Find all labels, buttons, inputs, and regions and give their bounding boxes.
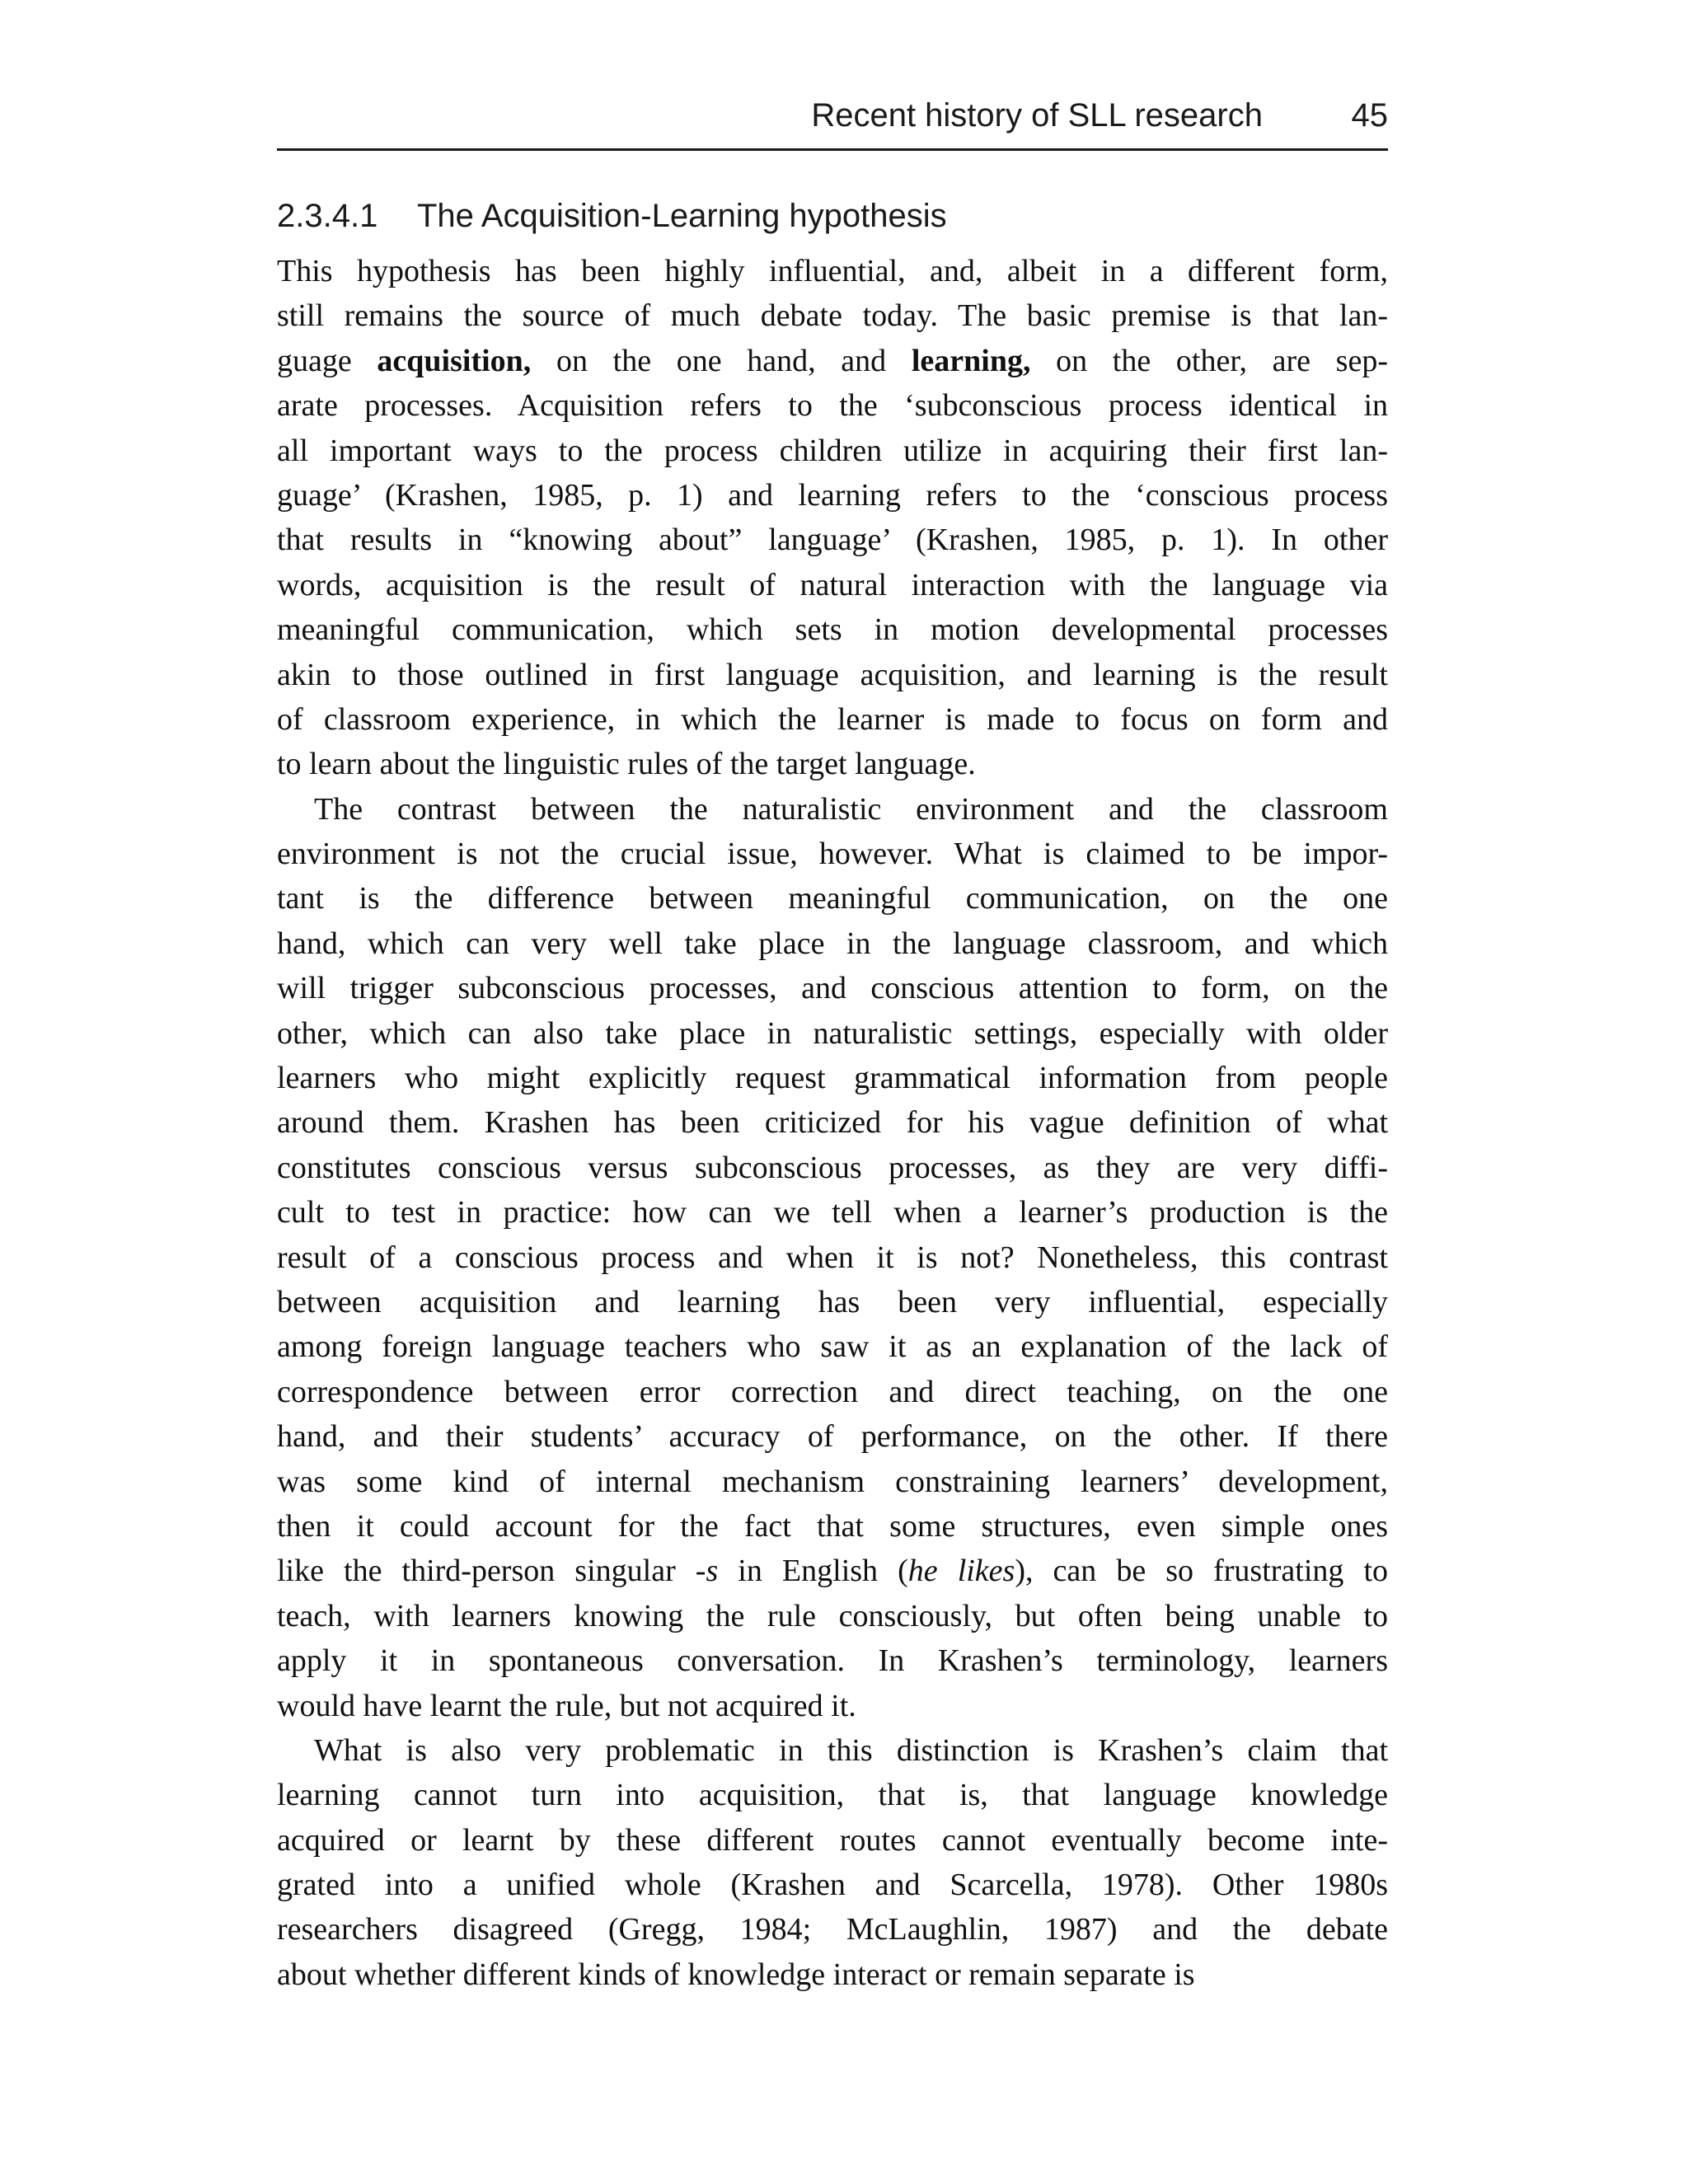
text-line xyxy=(277,653,1388,697)
text-run: around them. Krashen has been criticized for his vague definition of what xyxy=(277,1105,1388,1141)
text-line xyxy=(277,1638,1388,1683)
text-line xyxy=(277,1324,1388,1369)
text-line xyxy=(277,1370,1388,1414)
text-run: on the one hand, and xyxy=(531,343,912,378)
text-run: of classroom experience, in which the learner is made to focus on form and xyxy=(277,701,1388,737)
text-run: acquired or learnt by these different routes cannot eventually become inte- xyxy=(277,1822,1388,1858)
text-run: meaningful communication, which sets in motion developmental processes xyxy=(277,612,1388,648)
text-line xyxy=(277,429,1388,473)
text-run: This hypothesis has been highly influential, and, albeit in a different form, xyxy=(277,254,1388,288)
text-line xyxy=(277,966,1388,1010)
running-head-title: Recent history of SLL research xyxy=(811,97,1263,134)
running-head xyxy=(277,92,1388,145)
text-run: -s xyxy=(695,1554,719,1589)
text-run: between acquisition and learning has been very influential, especially xyxy=(277,1284,1388,1319)
text-line xyxy=(277,1684,1388,1728)
text-run: all important ways to the process children utilize in acquiring their first lan- xyxy=(277,433,1388,468)
text-line xyxy=(277,607,1388,652)
text-run: words, acquisition is the result of natural interaction with the language via xyxy=(277,567,1388,602)
text-run: learning cannot turn into acquisition, that is, that language knowledge xyxy=(277,1778,1388,1813)
text-run: tant is the difference between meaningful communication, on the one xyxy=(277,881,1388,916)
text-run: researchers disagreed (Gregg, 1984; McLaughlin, 1987) and the debate xyxy=(277,1912,1388,1947)
text-run: like the third-person singular xyxy=(277,1554,696,1589)
text-line xyxy=(277,1952,1388,1997)
text-line xyxy=(277,832,1388,876)
text-line xyxy=(277,1280,1388,1324)
text-line xyxy=(277,876,1388,921)
text-run: among foreign language teachers who saw it as an explanation of the lack of xyxy=(277,1329,1388,1365)
text-run: still remains the source of much debate today. The basic premise is that lan- xyxy=(277,298,1388,334)
text-run: correspondence between error correction and direct teaching, on the one xyxy=(277,1374,1388,1409)
text-run: will trigger subconscious processes, and conscious attention to form, on the xyxy=(277,971,1388,1006)
text-line xyxy=(277,249,1388,293)
text-run: teach, with learners knowing the rule consciously, but often being unable to xyxy=(277,1598,1388,1633)
text-run: then it could account for the fact that some structures, even simple ones xyxy=(277,1508,1388,1544)
text-run: grated into a unified whole (Krashen and Scarcella, 1978). Other 1980s xyxy=(277,1868,1388,1903)
text-run: constitutes conscious versus subconscious processes, as they are very diffi- xyxy=(277,1150,1388,1185)
paragraph xyxy=(277,1728,1388,1997)
text-line xyxy=(277,1818,1388,1863)
text-line xyxy=(277,1728,1388,1773)
text-line xyxy=(277,1594,1388,1638)
text-run: arate processes. Acquisition refers to the ‘subconscious process identical in xyxy=(277,388,1388,424)
page-number: 45 xyxy=(1351,97,1388,134)
text-run: on the other, are sep- xyxy=(1030,343,1388,378)
section-number: 2.3.4.1 xyxy=(277,198,378,234)
text-line xyxy=(277,1460,1388,1504)
text-run: learners who might explicitly request grammatical information from people xyxy=(277,1061,1388,1096)
text-line xyxy=(277,518,1388,562)
text-run: cult to test in practice: how can we tell when a learner’s production is the xyxy=(277,1195,1388,1230)
text-line xyxy=(277,339,1388,383)
text-line xyxy=(277,1100,1388,1145)
text-line xyxy=(277,473,1388,518)
text-run: was some kind of internal mechanism constraining learners’ development, xyxy=(277,1464,1388,1499)
paragraph xyxy=(277,787,1388,1728)
text-line xyxy=(277,1146,1388,1190)
text-run: akin to those outlined in first language acquisition, and learning is the result xyxy=(277,657,1388,692)
text-run: would have learnt the rule, but not acquired it. xyxy=(277,1688,856,1723)
text-run: guage’ (Krashen, 1985, p. 1) and learning refers to the ‘conscious process xyxy=(277,477,1388,513)
text-line xyxy=(277,1773,1388,1817)
text-line xyxy=(277,293,1388,338)
text-run: result of a conscious process and when it is not? Nonetheless, this contrast xyxy=(277,1240,1388,1275)
text-run: that results in “knowing about” language’ (Krashen, 1985, p. 1). In other xyxy=(277,523,1388,558)
text-run: acquisition, xyxy=(377,343,532,378)
text-run: other, which can also take place in naturalistic settings, especially with older xyxy=(277,1015,1388,1051)
text-run: hand, which can very well take place in the language classroom, and which xyxy=(277,926,1388,961)
text-line xyxy=(277,1549,1388,1593)
text-line xyxy=(277,1011,1388,1056)
text-line xyxy=(277,1056,1388,1100)
text-run: ), can be so frustrating to xyxy=(1015,1554,1388,1589)
text-line xyxy=(277,1907,1388,1952)
text-line xyxy=(277,1235,1388,1280)
paragraph xyxy=(277,249,1388,787)
text-run: in English ( xyxy=(718,1554,908,1589)
text-line xyxy=(277,1504,1388,1549)
text-run: learning, xyxy=(911,343,1031,378)
header-rule xyxy=(277,148,1388,151)
text-line xyxy=(277,697,1388,742)
text-run: environment is not the crucial issue, however. What is claimed to be impor- xyxy=(277,837,1388,872)
text-run: guage xyxy=(277,343,377,378)
text-line xyxy=(277,383,1388,428)
text-run: What is also very problematic in this distinction is Krashen’s claim that xyxy=(314,1732,1388,1768)
text-run: hand, and their students’ accuracy of performance, on the other. If there xyxy=(277,1419,1388,1455)
section-heading xyxy=(277,198,947,235)
body-text xyxy=(277,249,1388,1997)
section-title: The Acquisition-Learning hypothesis xyxy=(417,198,947,234)
text-line xyxy=(277,563,1388,607)
text-run: about whether different kinds of knowledge interact or remain separate is xyxy=(277,1957,1195,1992)
text-line xyxy=(277,742,1388,786)
text-line xyxy=(277,1863,1388,1907)
text-line xyxy=(277,921,1388,966)
text-line xyxy=(277,1190,1388,1235)
text-run: The contrast between the naturalistic environment and the classroom xyxy=(314,791,1388,827)
text-line xyxy=(277,787,1388,832)
text-run: to learn about the linguistic rules of the target language. xyxy=(277,747,976,782)
text-run: apply it in spontaneous conversation. In Krashen’s terminology, learners xyxy=(277,1643,1388,1679)
text-line xyxy=(277,1414,1388,1459)
text-run: he likes xyxy=(907,1554,1015,1589)
